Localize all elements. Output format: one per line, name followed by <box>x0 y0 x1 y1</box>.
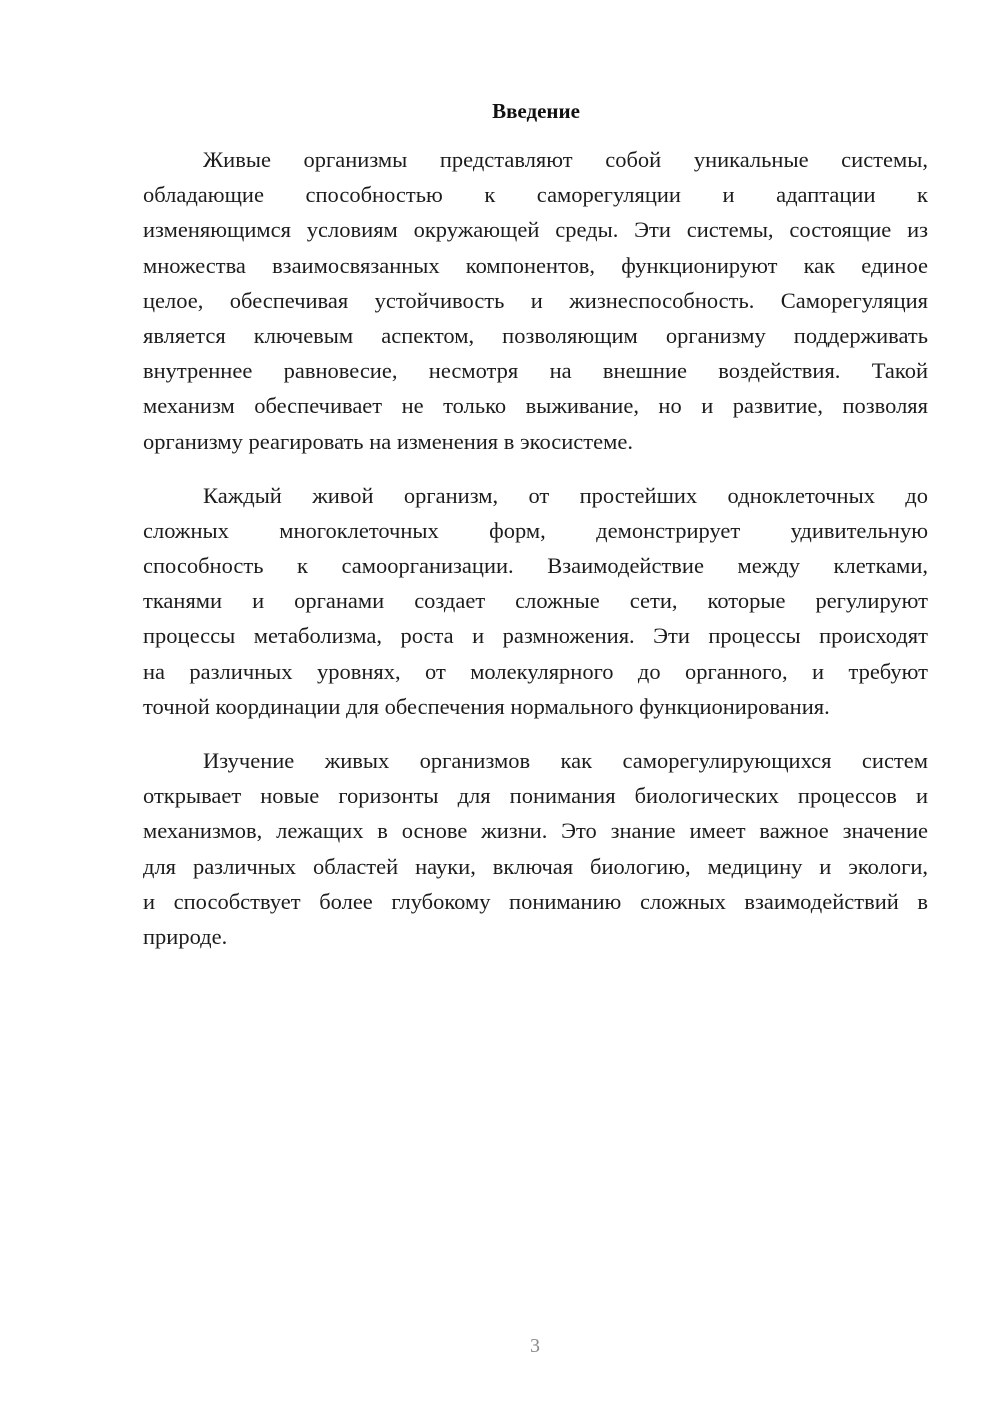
text-line: обладающие способностью к саморегуляции и адаптации к <box>143 182 928 208</box>
text-line: Изучение живых организмов как саморегулирующихся систем <box>203 748 928 773</box>
text-line: изменяющимся условиям окружающей среды. Эти системы, состоящие из <box>143 217 928 243</box>
page-number: 3 <box>530 1335 540 1357</box>
text-line: множества взаимосвязанных компонентов, функционируют как единое <box>143 252 928 278</box>
text-line: для различных областей науки, включая биологию, медицину и экологи, <box>143 853 928 879</box>
text-line: механизм обеспечивает не только выживание, но и развитие, позволяя <box>143 393 928 419</box>
text-line: внутреннее равновесие, несмотря на внешние воздействия. Такой <box>143 358 928 384</box>
paragraph-1 <box>143 142 928 459</box>
text-line: организму реагировать на изменения в экосистеме. <box>143 428 633 454</box>
text-line: Живые организмы представляют собой уникальные системы, <box>203 147 928 172</box>
text-line: способность к самоорганизации. Взаимодействие между клетками, <box>143 553 928 579</box>
text-line: тканями и органами создает сложные сети, которые регулируют <box>143 588 928 614</box>
section-title: Введение <box>492 99 580 123</box>
text-line: Каждый живой организм, от простейших одноклеточных до <box>203 482 928 508</box>
text-line: природе. <box>143 923 228 949</box>
text-line: и способствует более глубокому пониманию сложных взаимодействий в <box>143 888 928 914</box>
document-body <box>143 142 928 973</box>
paragraph-2 <box>143 478 928 724</box>
text-line: открывает новые горизонты для понимания биологических процессов и <box>143 783 928 809</box>
text-line: на различных уровнях, от молекулярного до органного, и требуют <box>143 658 928 684</box>
paragraph-3 <box>143 743 928 954</box>
text-line: сложных многоклеточных форм, демонстрирует удивительную <box>143 517 928 543</box>
text-line: точной координации для обеспечения нормального функционирования. <box>143 693 830 719</box>
text-line: является ключевым аспектом, позволяющим организму поддерживать <box>143 322 928 348</box>
text-line: механизмов, лежащих в основе жизни. Это знание имеет важное значение <box>143 818 928 844</box>
text-line: процессы метаболизма, роста и размножения. Эти процессы происходят <box>143 623 928 649</box>
text-line: целое, обеспечивая устойчивость и жизнеспособность. Саморегуляция <box>143 287 928 313</box>
